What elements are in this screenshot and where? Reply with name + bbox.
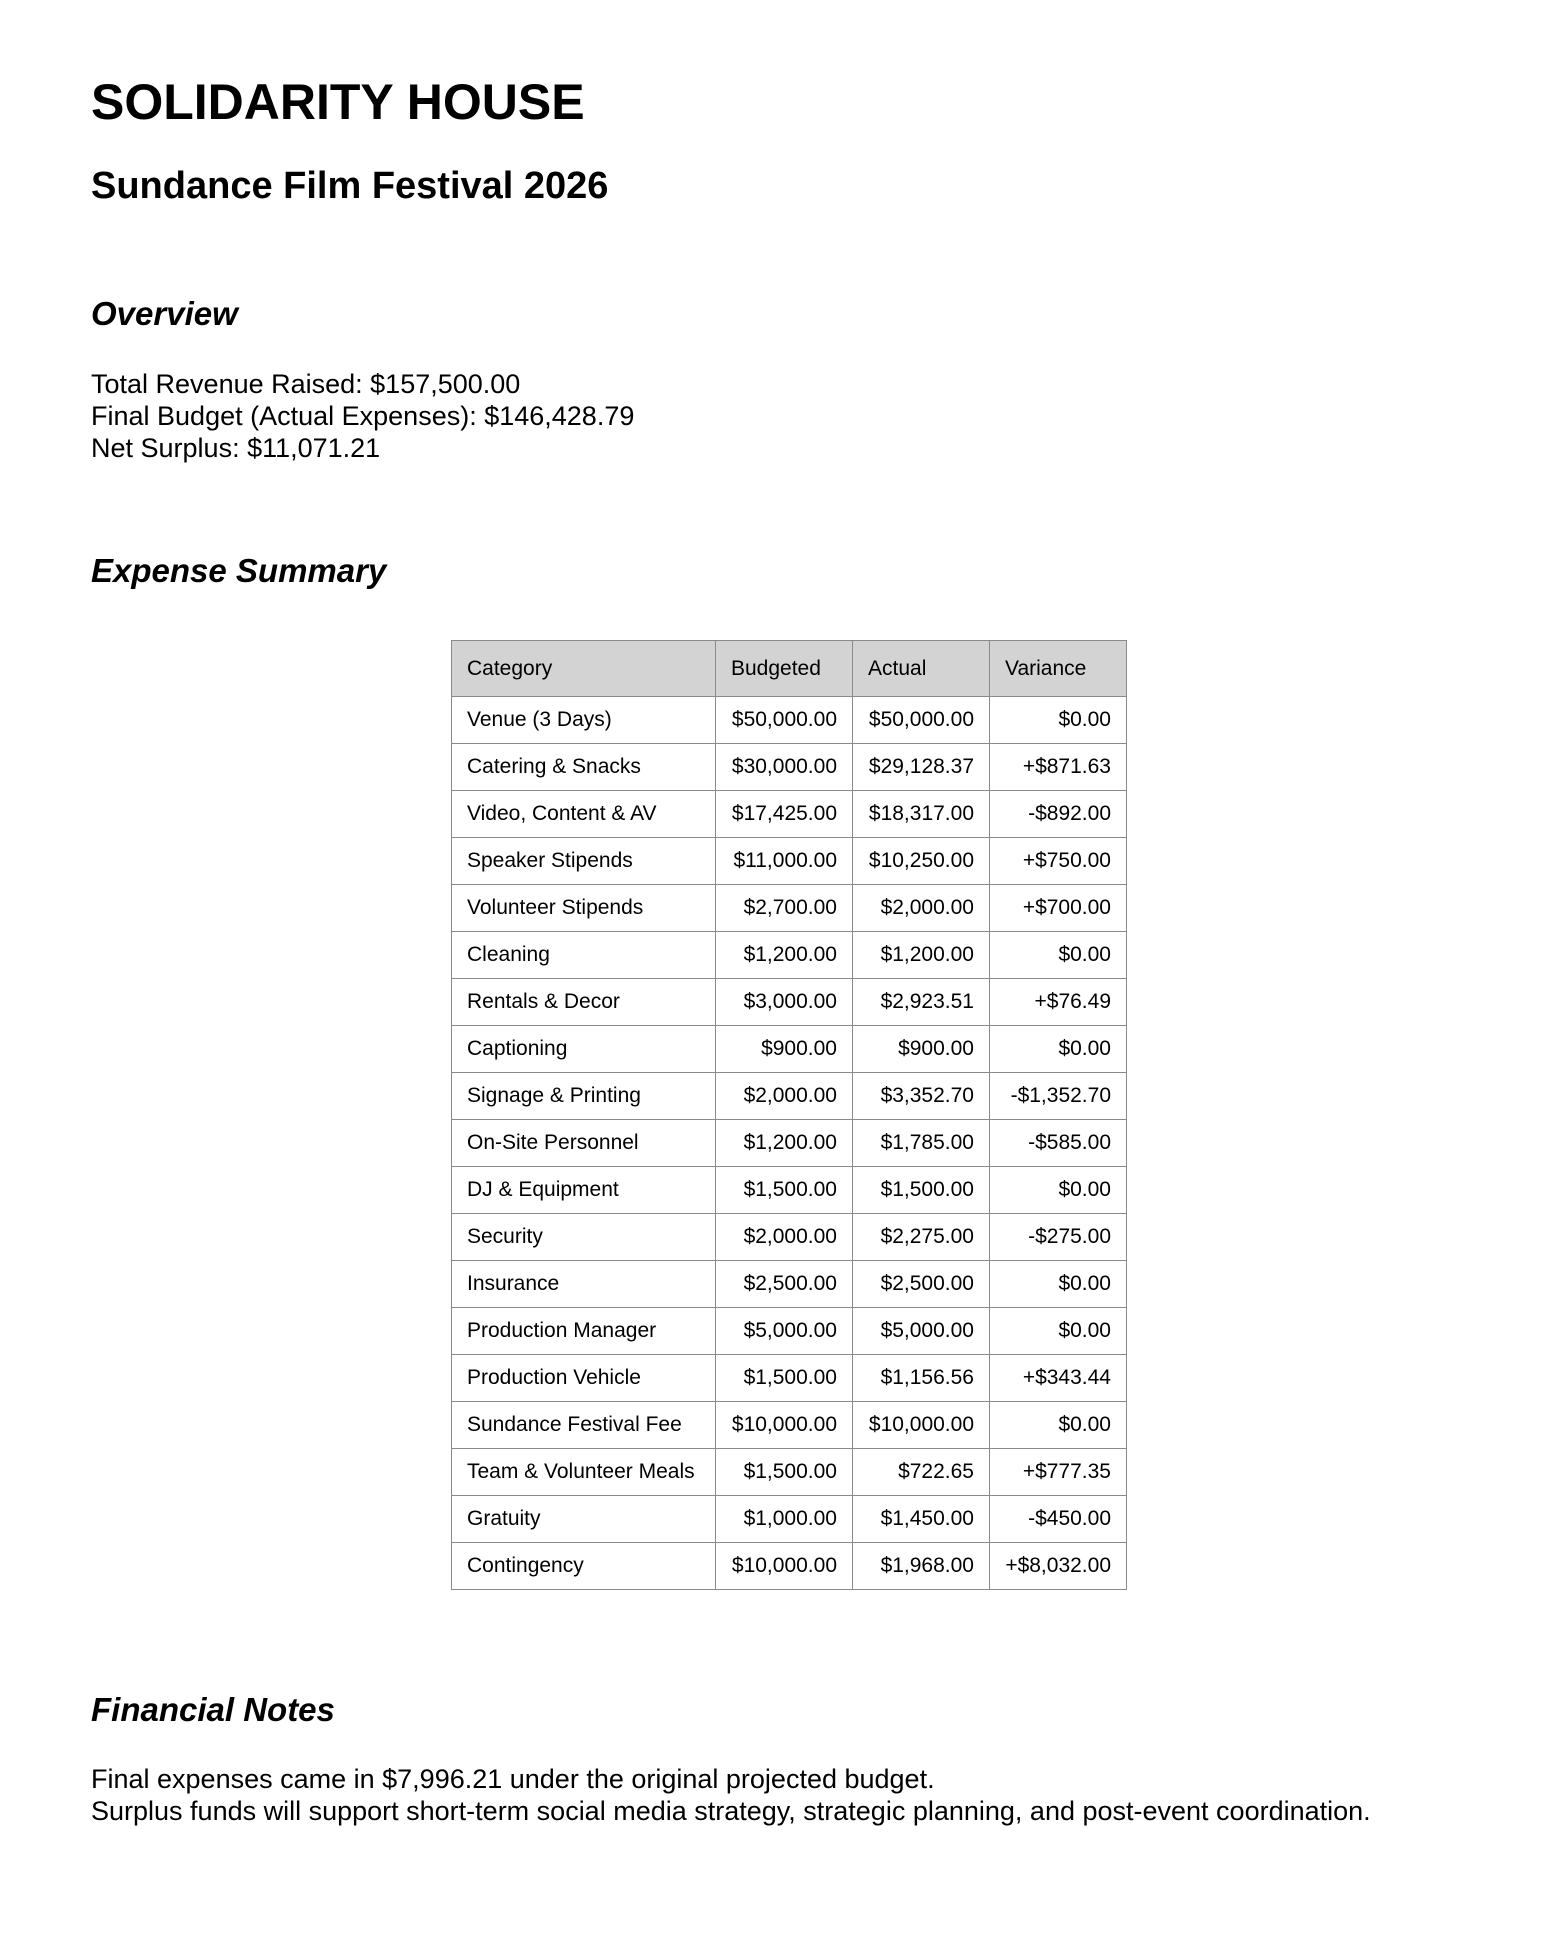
variance-cell: $0.00 bbox=[990, 1026, 1127, 1073]
category-cell: On-Site Personnel bbox=[452, 1120, 716, 1167]
actual-cell: $10,250.00 bbox=[853, 838, 990, 885]
actual-cell: $1,156.56 bbox=[853, 1355, 990, 1402]
financial-notes-heading: Financial Notes bbox=[91, 1691, 335, 1728]
category-cell: Security bbox=[452, 1214, 716, 1261]
overview-section bbox=[91, 368, 634, 464]
actual-cell: $2,923.51 bbox=[853, 979, 990, 1026]
variance-cell: -$450.00 bbox=[990, 1496, 1127, 1543]
budgeted-cell: $50,000.00 bbox=[716, 697, 853, 744]
budgeted-cell: $5,000.00 bbox=[716, 1308, 853, 1355]
variance-cell: +$700.00 bbox=[990, 885, 1127, 932]
variance-cell: -$892.00 bbox=[990, 791, 1127, 838]
variance-cell: +$750.00 bbox=[990, 838, 1127, 885]
header-budgeted: Budgeted bbox=[716, 641, 853, 697]
actual-cell: $1,785.00 bbox=[853, 1120, 990, 1167]
document-subtitle: Sundance Film Festival 2026 bbox=[91, 165, 609, 207]
table-row bbox=[452, 1214, 1127, 1261]
actual-cell: $29,128.37 bbox=[853, 744, 990, 791]
actual-cell: $1,200.00 bbox=[853, 932, 990, 979]
budgeted-cell: $2,000.00 bbox=[716, 1073, 853, 1120]
category-cell: Gratuity bbox=[452, 1496, 716, 1543]
table-row bbox=[452, 979, 1127, 1026]
notes-line-under-budget: Final expenses came in $7,996.21 under the original projected budget. bbox=[91, 1764, 935, 1794]
actual-cell: $900.00 bbox=[853, 1026, 990, 1073]
table-header-row bbox=[452, 641, 1127, 697]
header-category: Category bbox=[452, 641, 716, 697]
budgeted-cell: $1,500.00 bbox=[716, 1355, 853, 1402]
variance-cell: $0.00 bbox=[990, 697, 1127, 744]
category-cell: DJ & Equipment bbox=[452, 1167, 716, 1214]
budgeted-cell: $1,500.00 bbox=[716, 1167, 853, 1214]
variance-cell: $0.00 bbox=[990, 932, 1127, 979]
category-cell: Rentals & Decor bbox=[452, 979, 716, 1026]
header-variance: Variance bbox=[990, 641, 1127, 697]
actual-cell: $3,352.70 bbox=[853, 1073, 990, 1120]
expense-table bbox=[451, 640, 1127, 1590]
actual-cell: $18,317.00 bbox=[853, 791, 990, 838]
table-row bbox=[452, 1026, 1127, 1073]
final-budget-line: Final Budget (Actual Expenses): $146,428.79 bbox=[91, 401, 635, 431]
budgeted-cell: $30,000.00 bbox=[716, 744, 853, 791]
budgeted-cell: $2,000.00 bbox=[716, 1214, 853, 1261]
variance-cell: $0.00 bbox=[990, 1261, 1127, 1308]
category-cell: Cleaning bbox=[452, 932, 716, 979]
variance-cell: -$585.00 bbox=[990, 1120, 1127, 1167]
table-row bbox=[452, 1402, 1127, 1449]
header-actual: Actual bbox=[853, 641, 990, 697]
budgeted-cell: $900.00 bbox=[716, 1026, 853, 1073]
category-cell: Production Manager bbox=[452, 1308, 716, 1355]
variance-cell: +$777.35 bbox=[990, 1449, 1127, 1496]
budgeted-cell: $2,700.00 bbox=[716, 885, 853, 932]
total-revenue-line: Total Revenue Raised: $157,500.00 bbox=[91, 369, 521, 399]
budgeted-cell: $1,200.00 bbox=[716, 932, 853, 979]
budgeted-cell: $10,000.00 bbox=[716, 1543, 853, 1590]
variance-cell: $0.00 bbox=[990, 1402, 1127, 1449]
table-row bbox=[452, 744, 1127, 791]
table-row bbox=[452, 791, 1127, 838]
budgeted-cell: $1,000.00 bbox=[716, 1496, 853, 1543]
category-cell: Insurance bbox=[452, 1261, 716, 1308]
category-cell: Production Vehicle bbox=[452, 1355, 716, 1402]
budgeted-cell: $17,425.00 bbox=[716, 791, 853, 838]
category-cell: Contingency bbox=[452, 1543, 716, 1590]
variance-cell: $0.00 bbox=[990, 1167, 1127, 1214]
category-cell: Venue (3 Days) bbox=[452, 697, 716, 744]
notes-line-surplus-use: Surplus funds will support short-term social media strategy, strategic planning, and post-event coordination. bbox=[91, 1796, 1371, 1826]
category-cell: Signage & Printing bbox=[452, 1073, 716, 1120]
budgeted-cell: $10,000.00 bbox=[716, 1402, 853, 1449]
category-cell: Volunteer Stipends bbox=[452, 885, 716, 932]
actual-cell: $1,450.00 bbox=[853, 1496, 990, 1543]
table-row bbox=[452, 697, 1127, 744]
category-cell: Speaker Stipends bbox=[452, 838, 716, 885]
actual-cell: $1,500.00 bbox=[853, 1167, 990, 1214]
budgeted-cell: $3,000.00 bbox=[716, 979, 853, 1026]
budgeted-cell: $11,000.00 bbox=[716, 838, 853, 885]
variance-cell: +$76.49 bbox=[990, 979, 1127, 1026]
actual-cell: $1,968.00 bbox=[853, 1543, 990, 1590]
variance-cell: -$275.00 bbox=[990, 1214, 1127, 1261]
table-row bbox=[452, 1355, 1127, 1402]
document-title: SOLIDARITY HOUSE bbox=[91, 74, 585, 130]
category-cell: Team & Volunteer Meals bbox=[452, 1449, 716, 1496]
actual-cell: $50,000.00 bbox=[853, 697, 990, 744]
category-cell: Catering & Snacks bbox=[452, 744, 716, 791]
table-row bbox=[452, 932, 1127, 979]
table-row bbox=[452, 885, 1127, 932]
table-row bbox=[452, 1073, 1127, 1120]
budgeted-cell: $1,500.00 bbox=[716, 1449, 853, 1496]
net-surplus-line: Net Surplus: $11,071.21 bbox=[91, 433, 381, 463]
variance-cell: +$8,032.00 bbox=[990, 1543, 1127, 1590]
table-row bbox=[452, 1167, 1127, 1214]
variance-cell: +$871.63 bbox=[990, 744, 1127, 791]
budgeted-cell: $1,200.00 bbox=[716, 1120, 853, 1167]
table-row bbox=[452, 1261, 1127, 1308]
budgeted-cell: $2,500.00 bbox=[716, 1261, 853, 1308]
actual-cell: $2,275.00 bbox=[853, 1214, 990, 1261]
variance-cell: -$1,352.70 bbox=[990, 1073, 1127, 1120]
variance-cell: +$343.44 bbox=[990, 1355, 1127, 1402]
table-row bbox=[452, 1496, 1127, 1543]
actual-cell: $2,000.00 bbox=[853, 885, 990, 932]
category-cell: Captioning bbox=[452, 1026, 716, 1073]
table-row bbox=[452, 1308, 1127, 1355]
actual-cell: $5,000.00 bbox=[853, 1308, 990, 1355]
overview-heading: Overview bbox=[91, 295, 238, 332]
table-row bbox=[452, 1120, 1127, 1167]
variance-cell: $0.00 bbox=[990, 1308, 1127, 1355]
financial-notes-section bbox=[91, 1763, 1371, 1827]
category-cell: Sundance Festival Fee bbox=[452, 1402, 716, 1449]
table-row bbox=[452, 1543, 1127, 1590]
actual-cell: $10,000.00 bbox=[853, 1402, 990, 1449]
table-row bbox=[452, 1449, 1127, 1496]
actual-cell: $722.65 bbox=[853, 1449, 990, 1496]
category-cell: Video, Content & AV bbox=[452, 791, 716, 838]
actual-cell: $2,500.00 bbox=[853, 1261, 990, 1308]
table-row bbox=[452, 838, 1127, 885]
expense-summary-heading: Expense Summary bbox=[91, 552, 387, 589]
